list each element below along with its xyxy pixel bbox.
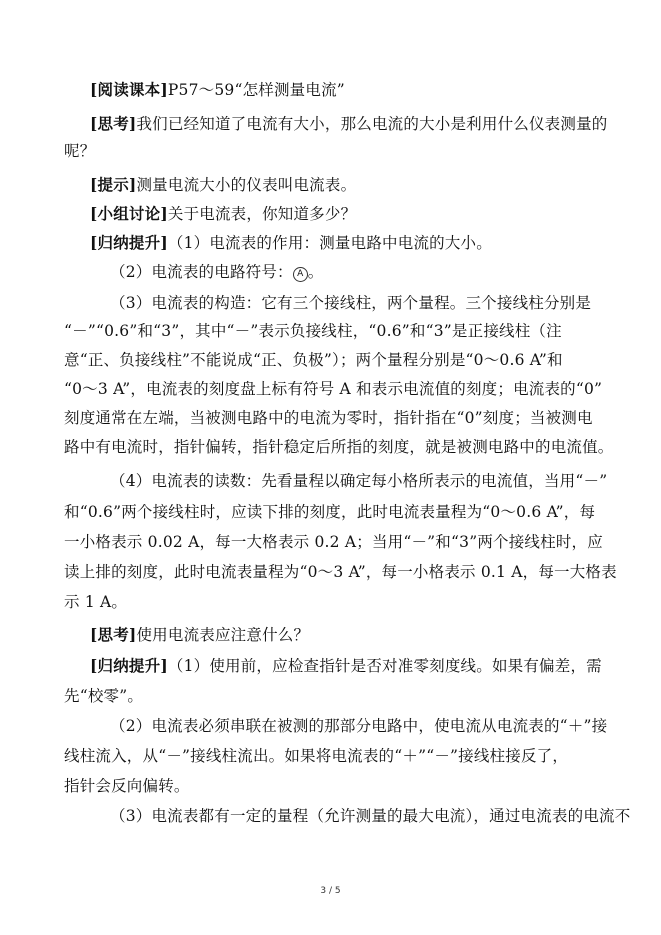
paragraph-line bbox=[64, 746, 568, 766]
section-tag: [思考] bbox=[90, 625, 137, 644]
line-text: 意“正、负接线柱”不能说成“正、负极”）；两个量程分别是“0～0.6 A”和 bbox=[64, 351, 563, 369]
line-text: （2）电流表的电路符号： bbox=[110, 263, 293, 281]
paragraph-line bbox=[90, 625, 309, 645]
line-text: 读上排的刻度，此时电流表量程为“0～3 A”，每一小格表示 0.1 A，每一大格表 bbox=[64, 563, 617, 581]
paragraph-line bbox=[110, 806, 630, 826]
paragraph-line bbox=[64, 350, 563, 370]
line-text: （3）电流表的构造：它有三个接线柱，两个量程。三个接线柱分别是 bbox=[110, 294, 592, 312]
line-text: 我们已经知道了电流有大小，那么电流的大小是利用什么仪表测量的 bbox=[136, 115, 608, 133]
paragraph-line bbox=[64, 437, 614, 457]
paragraph-line bbox=[110, 471, 607, 491]
line-text: P57～59“怎样测量电流” bbox=[167, 81, 345, 99]
paragraph-line bbox=[64, 562, 617, 582]
paragraph-line bbox=[64, 408, 593, 428]
paragraph-line bbox=[110, 293, 591, 313]
paragraph-line bbox=[90, 204, 356, 224]
line-text: 指针会反向偏转。 bbox=[64, 777, 190, 795]
line-text: （1）电流表的作用：测量电路中电流的大小。 bbox=[167, 234, 492, 252]
line-text: “－”“0.6”和“3”，其中“－”表示负接线柱，“0.6”和“3”是正接线柱（注 bbox=[64, 322, 562, 340]
line-text: （4）电流表的读数：先看量程以确定每小格所表示的电流值，当用“－” bbox=[110, 472, 608, 490]
paragraph-line bbox=[64, 532, 603, 552]
line-text: （2）电流表必须串联在被测的那部分电路中，使电流从电流表的“＋”接 bbox=[110, 717, 608, 735]
section-tag: [阅读课本] bbox=[90, 80, 168, 99]
line-text: 和“0.6”两个接线柱时，应读下排的刻度，此时电流表量程为“0～0.6 A”，每 bbox=[64, 503, 596, 521]
line-text: “0～3 A”，电流表的刻度盘上标有符号 A 和表示电流值的刻度；电流表的“0” bbox=[64, 380, 603, 398]
section-tag: [小组讨论] bbox=[90, 204, 168, 223]
line-text: 线柱流入，从“－”接线柱流出。如果将电流表的“＋”“－”接线柱接反了， bbox=[64, 747, 569, 765]
paragraph-line bbox=[90, 233, 492, 253]
paragraph-line bbox=[64, 141, 95, 161]
ammeter-symbol-icon: A bbox=[293, 267, 308, 282]
symbol-suffix: 。 bbox=[307, 263, 324, 281]
paragraph-line bbox=[90, 175, 356, 195]
line-text: （1）使用前，应检查指针是否对准零刻度线。如果有偏差，需 bbox=[167, 657, 602, 675]
line-text: 刻度通常在左端，当被测电路中的电流为零时，指针指在“0”刻度；当被测电 bbox=[64, 409, 593, 427]
line-text: 示 1 A。 bbox=[64, 593, 128, 611]
paragraph-line bbox=[110, 262, 323, 282]
paragraph-line bbox=[64, 686, 143, 706]
paragraph-line bbox=[90, 114, 607, 134]
paragraph-line bbox=[64, 502, 595, 522]
paragraph-line bbox=[90, 80, 345, 100]
line-text: （3）电流表都有一定的量程（允许测量的最大电流），通过电流表的电流不 bbox=[110, 807, 631, 825]
line-text: 呢？ bbox=[64, 142, 96, 160]
paragraph-line bbox=[64, 776, 190, 796]
paragraph-line bbox=[64, 321, 562, 341]
page-number: 3 / 5 bbox=[320, 886, 341, 896]
line-text: 一小格表示 0.02 A，每一大格表示 0.2 A；当用“－”和“3”两个接线柱时，应 bbox=[64, 533, 603, 551]
paragraph-line bbox=[64, 379, 602, 399]
section-tag: [归纳提升] bbox=[90, 656, 168, 675]
paragraph-line bbox=[90, 656, 602, 676]
line-text: 先“校零”。 bbox=[64, 687, 144, 705]
line-text: 测量电流大小的仪表叫电流表。 bbox=[136, 176, 357, 194]
line-text: 路中有电流时，指针偏转，指针稳定后所指的刻度，就是被测电路中的电流值。 bbox=[64, 438, 614, 456]
paragraph-line bbox=[110, 716, 607, 736]
line-text: 关于电流表，你知道多少？ bbox=[167, 205, 357, 223]
section-tag: [归纳提升] bbox=[90, 233, 168, 252]
section-tag: [思考] bbox=[90, 114, 137, 133]
section-tag: [提示] bbox=[90, 175, 137, 194]
line-text: 使用电流表应注意什么？ bbox=[136, 626, 310, 644]
paragraph-line bbox=[64, 592, 127, 612]
